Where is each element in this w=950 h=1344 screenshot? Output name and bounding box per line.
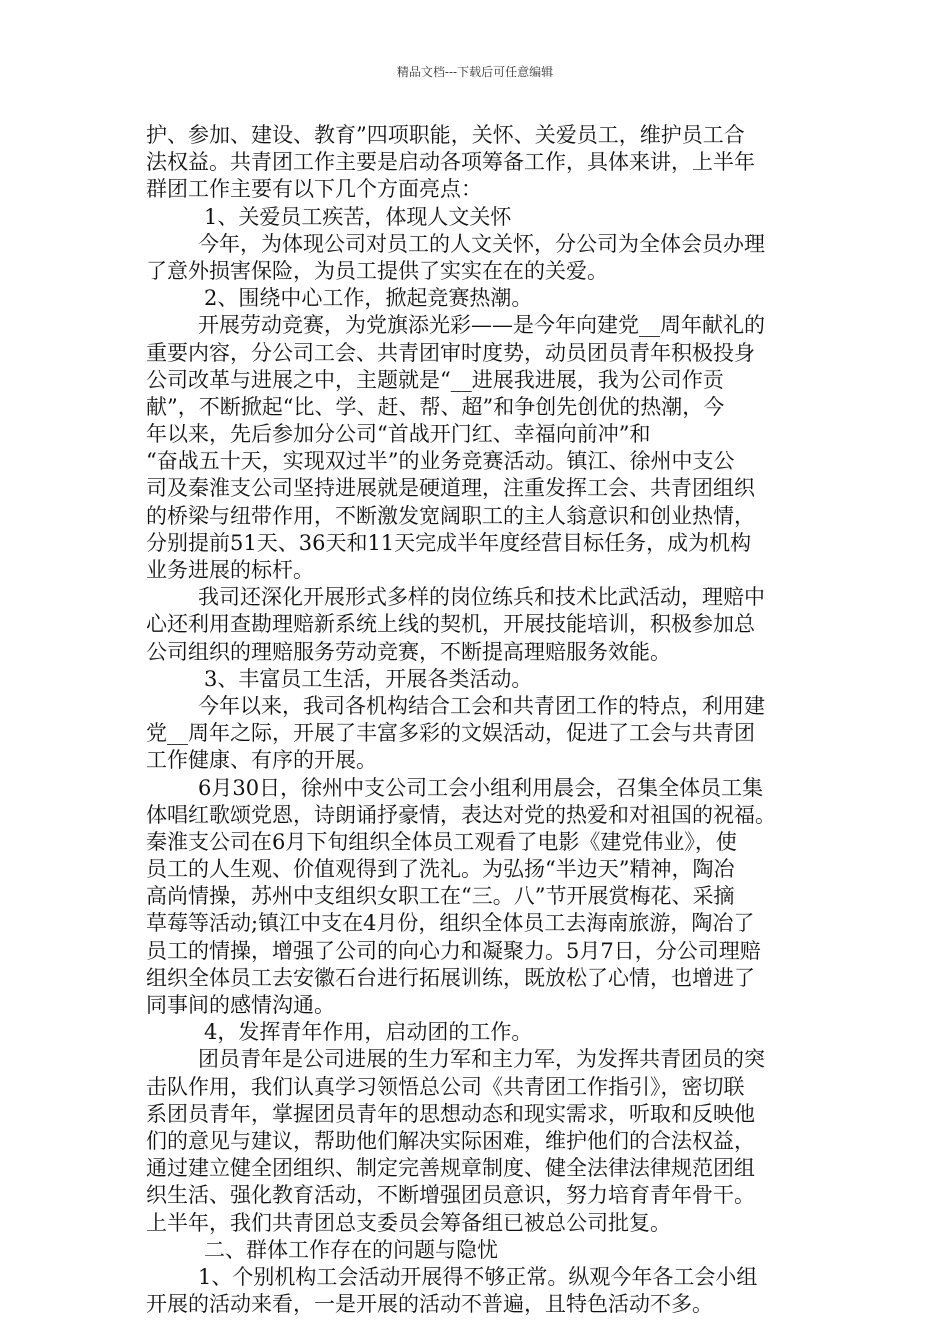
- text-line: 2、围绕中心工作，掀起竞赛热潮。: [204, 286, 533, 311]
- text-line: 高尚情操，苏州中支组织女职工在“三。八”节开展赏梅花、采摘: [146, 884, 735, 909]
- text-line: 法权益。共青团工作主要是启动各项筹备工作，具体来讲，上半年: [146, 150, 755, 175]
- text-line: 群团工作主要有以下几个方面亮点：: [146, 177, 482, 202]
- text-line: 我司还深化开展形式多样的岗位练兵和技术比武活动，理赔中: [198, 585, 765, 610]
- text-line: 草莓等活动;镇江中支在4月份，组织全体员工去海南旅游，陶冶了: [146, 911, 755, 936]
- text-line: 党__周年之际，开展了丰富多彩的文娱活动，促进了工会与共青团: [146, 721, 755, 746]
- text-line: 秦淮支公司在6月下旬组织全体员工观看了电影《建党伟业》，使: [146, 829, 737, 854]
- text-line: 3、丰富员工生活，开展各类活动。: [204, 666, 533, 691]
- text-line: 业务进展的标杆。: [146, 558, 314, 582]
- text-line: 公司改革与进展之中，主题就是“__进展我进展，我为公司作贡: [146, 367, 724, 392]
- text-line: 了意外损害保险，为员工提供了实实在在的关爱。: [146, 258, 608, 283]
- text-line: 1、关爱员工疾苦，体现人文关怀: [204, 204, 512, 229]
- text-line: 二、群体工作存在的问题与隐忧: [204, 1237, 498, 1262]
- text-line: 心还利用查勘理赔新系统上线的契机，开展技能培训，积极参加总: [146, 612, 755, 637]
- text-line: 员工的人生观、价值观得到了洗礼。为弘扬“半边天”精神，陶冶: [146, 857, 735, 882]
- text-line: 年以来，先后参加分公司“首战开门红、幸福向前冲”和: [146, 422, 651, 447]
- text-line: 体唱红歌颂党恩，诗朗诵抒豪情，表达对党的热爱和对祖国的祝福。: [146, 802, 776, 827]
- text-line: 的桥梁与纽带作用，不断激发宽阔职工的主人翁意识和创业热情，: [146, 503, 755, 528]
- text-line: “奋战五十天，实现双过半”的业务竞赛活动。镇江、徐州中支公: [146, 449, 735, 474]
- document-body: [146, 122, 812, 1318]
- text-line: 重要内容，分公司工会、共青团审时度势，动员团员青年积极投身: [146, 340, 755, 365]
- text-line: 同事间的感情沟通。: [146, 993, 335, 1017]
- text-line: 开展的活动来看，一是开展的活动不普遍，且特色活动不多。: [146, 1292, 713, 1317]
- page-header: 精品文档---下载后可任意编辑: [396, 65, 554, 79]
- text-line: 6月30日，徐州中支公司工会小组利用晨会，召集全体员工集: [198, 775, 764, 800]
- text-line: 今年，为体现公司对员工的人文关怀，分公司为全体会员办理: [198, 231, 765, 256]
- text-line: 击队作用，我们认真学习领悟总公司《共青团工作指引》，密切联: [146, 1074, 745, 1099]
- text-line: 织生活、强化教育活动，不断增强团员意识，努力培育青年骨干。: [146, 1183, 755, 1208]
- text-line: 上半年，我们共青团总支委员会筹备组已被总公司批复。: [146, 1210, 671, 1235]
- text-line: 4，发挥青年作用，启动团的工作。: [204, 1020, 533, 1045]
- text-line: 献”，不断掀起“比、学、赶、帮、超”和争创先创优的热潮，今: [146, 394, 725, 419]
- text-line: 1、个别机构工会活动开展得不够正常。纵观今年各工会小组: [198, 1264, 758, 1289]
- text-line: 组织全体员工去安徽石台进行拓展训练，既放松了心情，也增进了: [146, 965, 755, 990]
- text-line: 员工的情操，增强了公司的向心力和凝聚力。5月7日，分公司理赔: [146, 938, 761, 963]
- text-line: 司及秦淮支公司坚持进展就是硬道理，注重发挥工会、共青团组织: [146, 476, 755, 501]
- text-line: 系团员青年，掌握团员青年的思想动态和现实需求，听取和反映他: [146, 1101, 755, 1126]
- text-line: 通过建立健全团组织、制定完善规章制度、健全法律法律规范团组: [146, 1156, 755, 1181]
- text-line: 开展劳动竞赛，为党旗添光彩——是今年向建党__周年献礼的: [198, 313, 765, 338]
- text-line: 分别提前51天、36天和11天完成半年度经营目标任务，成为机构: [146, 530, 752, 555]
- text-line: 今年以来，我司各机构结合工会和共青团工作的特点，利用建: [198, 693, 765, 718]
- text-line: 工作健康、有序的开展。: [146, 748, 377, 773]
- text-line: 们的意见与建议，帮助他们解决实际困难，维护他们的合法权益，: [146, 1128, 755, 1153]
- text-line: 护、参加、建设、教育”四项职能，关怀、关爱员工，维护员工合: [146, 123, 745, 147]
- text-line: 公司组织的理赔服务劳动竞赛，不断提高理赔服务效能。: [146, 639, 671, 664]
- text-line: 团员青年是公司进展的生力军和主力军，为发挥共青团员的突: [198, 1047, 765, 1072]
